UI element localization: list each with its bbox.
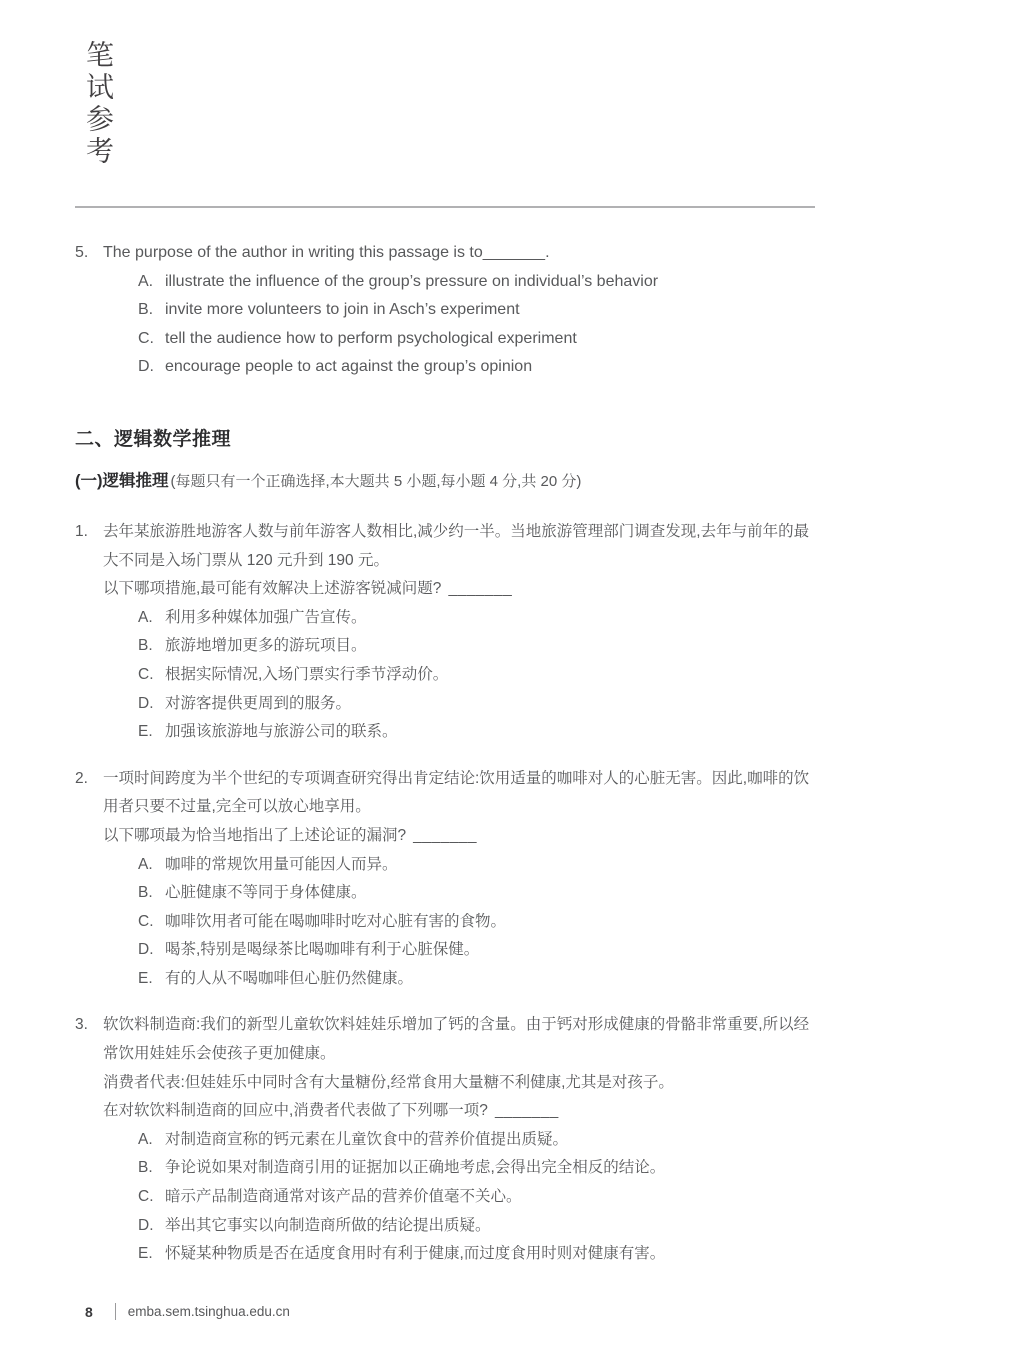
option-row [138,353,815,382]
option-text: 对制造商宣称的钙元素在儿童饮食中的营养价值提出质疑。 [165,1130,569,1148]
question-2-prompt [103,822,815,851]
question-3-stem-row [75,1011,815,1268]
option-text: 怀疑某种物质是否在适度食用时有利于健康,而过度食用时则对健康有害。 [165,1245,666,1263]
option-text: tell the audience how to perform psychological experiment [165,329,577,347]
page-content [75,206,815,1269]
subsection-heading [75,467,815,496]
option-text: 咖啡饮用者可能在喝咖啡时吃对心脏有害的食物。 [165,912,507,930]
option-row [138,1126,815,1155]
footer-divider [115,1303,116,1320]
option-text: 喝茶,特别是喝绿茶比喝咖啡有利于心脏保健。 [165,941,480,959]
option-text: 暗示产品制造商通常对该产品的营养价值毫不关心。 [165,1188,522,1206]
question-3-options [103,1126,815,1269]
option-letter: A. [138,272,154,290]
option-text: illustrate the influence of the group’s pressure on individual’s behavior [165,272,659,290]
option-row [138,296,815,325]
question-2 [75,765,815,994]
option-text: 利用多种媒体加强广告宣传。 [165,608,367,626]
question-5-options [103,268,815,382]
question-2-stem-row [75,765,815,994]
question-3 [75,1011,815,1268]
question-5-stem: The purpose of the author in writing this passage is to_______. [103,244,550,261]
option-text: 旅游地增加更多的游玩项目。 [165,637,367,655]
option-row [138,1212,815,1241]
page-number: 8 [85,1303,93,1320]
option-text: encourage people to act against the group’s opinion [165,358,533,376]
option-row [138,718,815,747]
option-letter: B. [138,1159,153,1177]
option-letter: A. [138,1130,153,1148]
option-text: 根据实际情况,入场门票实行季节浮动价。 [165,665,449,683]
option-text: 举出其它事实以向制造商所做的结论提出质疑。 [165,1216,491,1234]
question-5 [75,239,815,382]
option-row [138,908,815,937]
prompt-text: 在对软饮料制造商的回应中,消费者代表做了下列哪一项? [103,1102,488,1120]
question-1-stem-row [75,518,815,747]
option-letter: E. [138,1245,153,1263]
question-3-prompt [103,1097,815,1126]
option-row [138,268,815,297]
option-letter: A. [138,608,153,626]
option-text: 咖啡的常规饮用量可能因人而异。 [165,855,398,873]
option-row [138,965,815,994]
subsection-note: (每题只有一个正确选择,本大题共 5 小题,每小题 4 分,共 20 分) [170,472,582,490]
question-3-stem-consumer: 消费者代表:但娃娃乐中同时含有大量糖份,经常食用大量糖不利健康,尤其是对孩子。 [103,1073,674,1091]
option-letter: B. [138,301,154,319]
footer-site-url: emba.sem.tsinghua.edu.cn [127,1304,290,1319]
question-1 [75,518,815,747]
question-5-number: 5. [75,244,89,261]
option-letter: C. [138,665,154,683]
option-row [138,851,815,880]
option-letter: B. [138,884,153,902]
question-3-number: 3. [75,1016,88,1034]
question-1-number: 1. [75,522,88,540]
subsection-title: (一)逻辑推理 [75,471,169,490]
option-letter: C. [138,912,154,930]
option-text: 有的人从不喝咖啡但心脏仍然健康。 [165,969,414,987]
prompt-text: 以下哪项最为恰当地指出了上述论证的漏洞? [103,826,407,844]
question-3-stem-manufacturer: 软饮料制造商:我们的新型儿童软饮料娃娃乐增加了钙的含量。由于钙对形成健康的骨骼非常重要,所以经常饮用娃娃乐会使孩子更加健康。 [103,1016,810,1063]
option-letter: D. [138,941,154,959]
question-5-stem-row [75,239,815,382]
option-row [138,325,815,354]
option-row [138,632,815,661]
page-footer [85,1303,290,1320]
header-divider-line [75,206,815,208]
option-row [138,661,815,690]
question-1-prompt [103,575,815,604]
option-row [138,879,815,908]
page-vertical-title: 笔试参考 [83,40,114,168]
option-letter: E. [138,723,153,741]
option-letter: A. [138,855,153,873]
answer-blank: _______ [413,826,477,844]
option-row [138,1240,815,1269]
option-text: 对游客提供更周到的服务。 [165,694,352,712]
option-letter: D. [138,694,154,712]
option-letter: C. [138,329,154,347]
option-letter: D. [138,1216,154,1234]
option-text: 争论说如果对制造商引用的证据加以正确地考虑,会得出完全相反的结论。 [165,1159,666,1177]
option-text: invite more volunteers to join in Asch’s experiment [165,301,520,319]
option-row [138,936,815,965]
option-letter: D. [138,358,154,376]
question-2-number: 2. [75,769,88,787]
answer-blank: _______ [494,1102,559,1120]
prompt-text: 以下哪项措施,最可能有效解决上述游客锐减问题? [103,580,442,598]
question-2-stem: 一项时间跨度为半个世纪的专项调查研究得出肯定结论:饮用适量的咖啡对人的心脏无害。因此,咖啡的饮用者只要不过量,完全可以放心地享用。 [103,769,810,816]
question-1-options [103,604,815,747]
option-text: 心脏健康不等同于身体健康。 [165,884,367,902]
option-row [138,690,815,719]
section-title: 二、逻辑数学推理 [75,428,232,450]
option-row [138,1183,815,1212]
option-row [138,1154,815,1183]
option-text: 加强该旅游地与旅游公司的联系。 [165,723,398,741]
answer-blank: _______ [448,580,513,598]
option-letter: E. [138,969,153,987]
option-letter: B. [138,637,153,655]
question-1-stem: 去年某旅游胜地游客人数与前年游客人数相比,减少约一半。当地旅游管理部门调查发现,去年与前年的最大不同是入场门票从 120 元升到 190 元。 [103,522,810,569]
option-letter: C. [138,1188,154,1206]
question-2-options [103,851,815,994]
option-row [138,604,815,633]
